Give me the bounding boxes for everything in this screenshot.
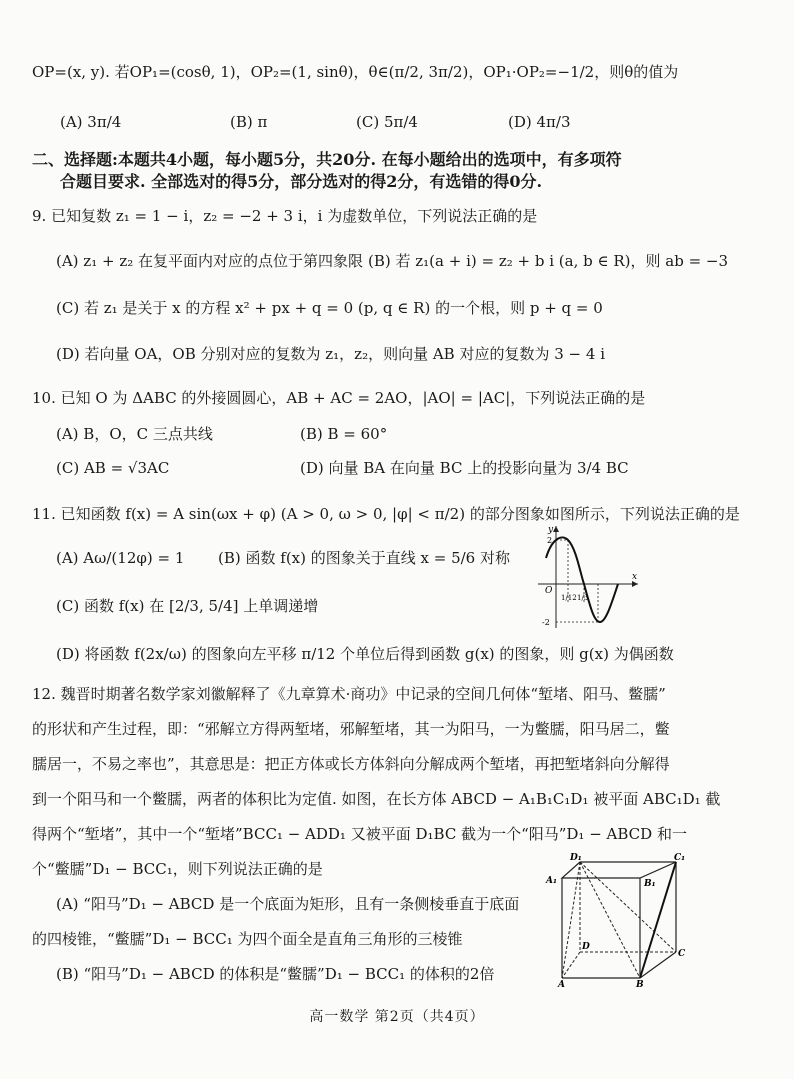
q11-stem: 11. 已知函数 f(x) = A sin(ωx + φ) (A > 0, ω > 0, |φ| < π/2) 的部分图象如图所示，下列说法正确的是: [32, 505, 740, 523]
q11-option-b: (B) 函数 f(x) 的图象关于直线 x = 5/6 对称: [218, 549, 510, 567]
q10-stem: 10. 已知 O 为 ΔABC 的外接圆圆心，AB + AC = 2AO，|AO| = |AC|，下列说法正确的是: [32, 389, 646, 407]
fig-label-d: D: [582, 942, 590, 952]
q10-option-d: (D) 向量 BA 在向量 BC 上的投影向量为 3/4 BC: [300, 459, 629, 477]
q12-line-4: 到一个阳马和一个鳖臑，两者的体积比为定值. 如图，在长方体 ABCD − A₁B₁C₁D₁ 被平面 ABC₁D₁ 截: [32, 790, 721, 808]
graph-tick-2: 1/3: [577, 594, 589, 602]
fig-label-d1: D₁: [570, 853, 582, 863]
fig-label-b1: B₁: [644, 879, 656, 889]
fig-label-b: B: [636, 980, 644, 988]
q10-option-c: (C) AB = √3AC: [56, 459, 170, 477]
graph-y-bottom: -2: [542, 618, 550, 627]
q8-option-d: (D) 4π/3: [508, 113, 571, 131]
q12-line-2: 的形状和产生过程，即：“邪解立方得两堑堵，邪解堑堵，其一为阳马，一为鳖臑，阳马居二，鳖: [32, 720, 670, 738]
q11-option-d: (D) 将函数 f(2x/ω) 的图象向左平移 π/12 个单位后得到函数 g(x) 的图象，则 g(x) 为偶函数: [56, 645, 674, 663]
section-2-heading: 二、选择题:本题共4小题，每小题5分，共20分. 在每小题给出的选项中，有多项符: [32, 150, 622, 169]
graph-origin: O: [545, 586, 553, 596]
fig-label-c1: C₁: [674, 853, 686, 863]
q9-option-b: (B) 若 z₁(a + i) = z₂ + b i (a, b ∈ R)，则 ab = −3: [368, 252, 729, 270]
fig-label-c: C: [678, 949, 686, 959]
q12-option-a-cont: 的四棱锥，“鳖臑”D₁ − BCC₁ 为四个面全是直角三角形的三棱锥: [32, 930, 463, 948]
graph-x-label: x: [632, 572, 638, 582]
q12-cuboid-figure: [540, 848, 690, 988]
q9-stem: 9. 已知复数 z₁ = 1 − i，z₂ = −2 + 3 i，i 为虚数单位，下列说法正确的是: [32, 207, 538, 225]
q8-option-a: (A) 3π/4: [60, 113, 122, 131]
q9-option-c: (C) 若 z₁ 是关于 x 的方程 x² + px + q = 0 (p, q ∈ R) 的一个根，则 p + q = 0: [56, 299, 603, 317]
page-footer: 高一数学 第2页（共4页）: [309, 1009, 485, 1025]
q10-option-a: (A) B，O，C 三点共线: [56, 425, 213, 443]
q8-option-c: (C) 5π/4: [356, 113, 418, 131]
q11-sine-graph: [534, 522, 644, 632]
q9-option-a: (A) z₁ + z₂ 在复平面内对应的点位于第四象限: [56, 252, 364, 270]
q8-option-b: (B) π: [230, 113, 268, 131]
q12-line-5: 得两个“堑堵”，其中一个“堑堵”BCC₁ − ADD₁ 又被平面 D₁BC 截为一个“阳马”D₁ − ABCD 和一: [32, 825, 687, 843]
q12-option-a: (A) “阳马”D₁ − ABCD 是一个底面为矩形，且有一条侧棱垂直于底面: [56, 895, 520, 913]
q12-line-6: 个“鳖臑”D₁ − BCC₁，则下列说法正确的是: [32, 860, 323, 878]
q11-option-a: (A) Aω/(12φ) = 1: [56, 549, 185, 567]
q9-option-d: (D) 若向量 OA，OB 分别对应的复数为 z₁，z₂，则向量 AB 对应的复数为 3 − 4 i: [56, 345, 606, 363]
q11-option-c: (C) 函数 f(x) 在 [2/3, 5/4] 上单调递增: [56, 597, 319, 615]
q10-option-b: (B) B = 60°: [300, 425, 388, 443]
fig-label-a: A: [558, 980, 565, 988]
section-2-heading-cont: 合题目要求. 全部选对的得5分，部分选对的得2分，有选错的得0分.: [60, 172, 543, 191]
fig-label-a1: A₁: [546, 876, 557, 886]
q12-line-1: 12. 魏晋时期著名数学家刘徽解释了《九章算术·商功》中记录的空间几何体“堑堵、阳马、鳖臑”: [32, 685, 666, 703]
q12-option-b: (B) “阳马”D₁ − ABCD 的体积是“鳖臑”D₁ − BCC₁ 的体积的2倍: [56, 965, 495, 983]
graph-y-label: y: [548, 525, 554, 535]
q12-line-3: 臑居一，不易之率也”，其意思是：把正方体或长方体斜向分解成两个堑堵，再把堑堵斜向分解得: [32, 755, 670, 773]
graph-tick-1: 1/12: [561, 594, 577, 602]
q8-text: OP=(x, y). 若OP₁=(cosθ, 1)，OP₂=(1, sinθ)，θ∈(π/2, 3π/2)，OP₁·OP₂=−1/2，则θ的值为: [32, 63, 679, 81]
graph-y-top: 2: [547, 536, 553, 545]
